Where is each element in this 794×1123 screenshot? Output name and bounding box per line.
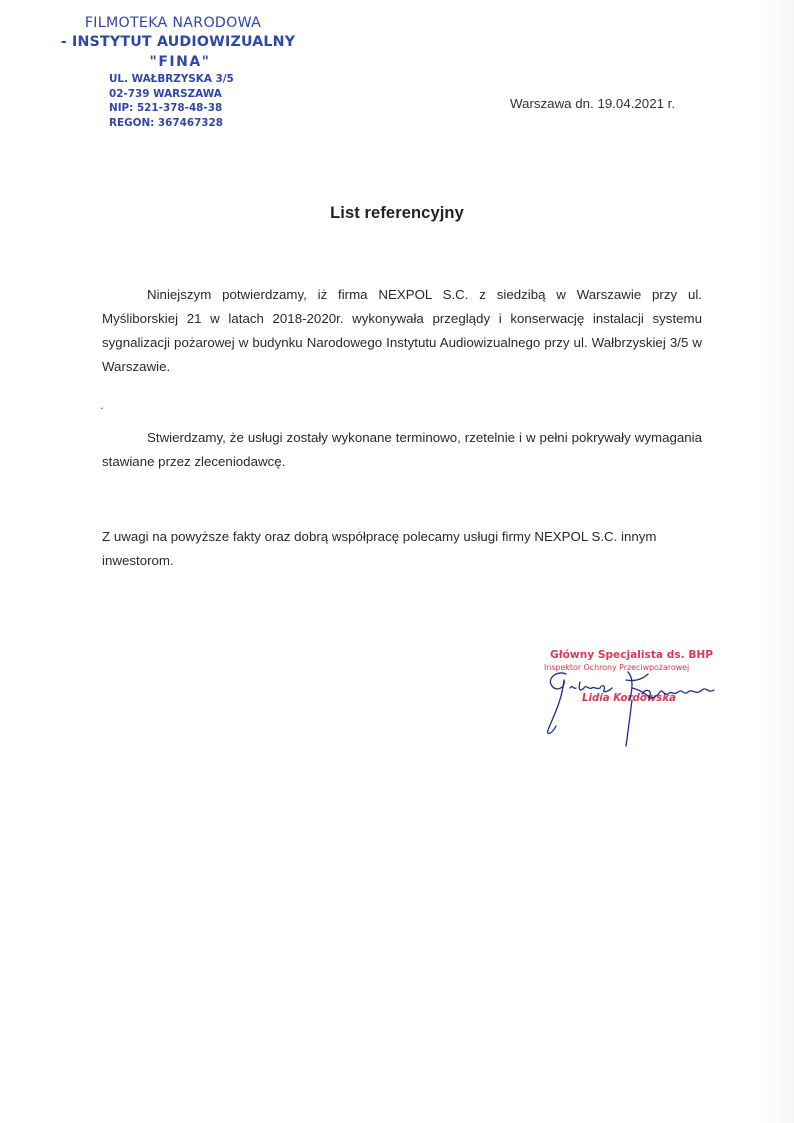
stamp-city: 02-739 WARSZAWA <box>109 87 222 100</box>
handwritten-signature <box>536 660 736 750</box>
signatory-name: Lidia Kordowska <box>582 693 676 704</box>
stray-dot: . <box>100 397 104 412</box>
letter-title: List referencyjny <box>330 204 464 222</box>
paragraph-confirmation: Niniejszym potwierdzamy, iż firma NEXPOL S.C. z siedzibą w Warszawie przy ul. Myśliborskiej 21 w latach 2018-2020r. wykonywała przeglądy i konserwację instalacji systemu sygnalizacji pożarowej w budynku Narodowego Instytutu Audiowizualnego przy ul. Wałbrzyskiej 3/5 w Warszawie. <box>102 287 702 374</box>
stamp-regon: REGON: 367467328 <box>109 116 223 129</box>
signatory-role-secondary: Inspektor Ochrony Przeciwpożarowej <box>544 663 690 672</box>
stamp-street: UL. WAŁBRZYSKA 3/5 <box>109 73 234 85</box>
signatory-role: Główny Specjalista ds. BHP <box>550 649 714 661</box>
stamp-org-line3: "FINA" <box>149 54 211 70</box>
paragraph-assessment: Stwierdzamy, że usługi zostały wykonane terminowo, rzetelnie i w pełni pokrywały wymagania stawiane przez zleceniodawcę. <box>102 430 702 469</box>
stamp-nip: NIP: 521-378-48-38 <box>109 102 223 114</box>
company-stamp <box>56 14 296 130</box>
stamp-org-line1: FILMOTEKA NARODOWA <box>84 15 262 31</box>
place-and-date: Warszawa dn. 19.04.2021 r. <box>510 96 676 111</box>
scan-edge-shadow <box>758 0 794 1123</box>
stamp-org-line2: - INSTYTUT AUDIOWIZUALNY <box>60 34 296 50</box>
paragraph-recommendation: Z uwagi na powyższe fakty oraz dobrą współpracę polecamy usługi firmy NEXPOL S.C. innym inwestorom. <box>102 529 657 568</box>
